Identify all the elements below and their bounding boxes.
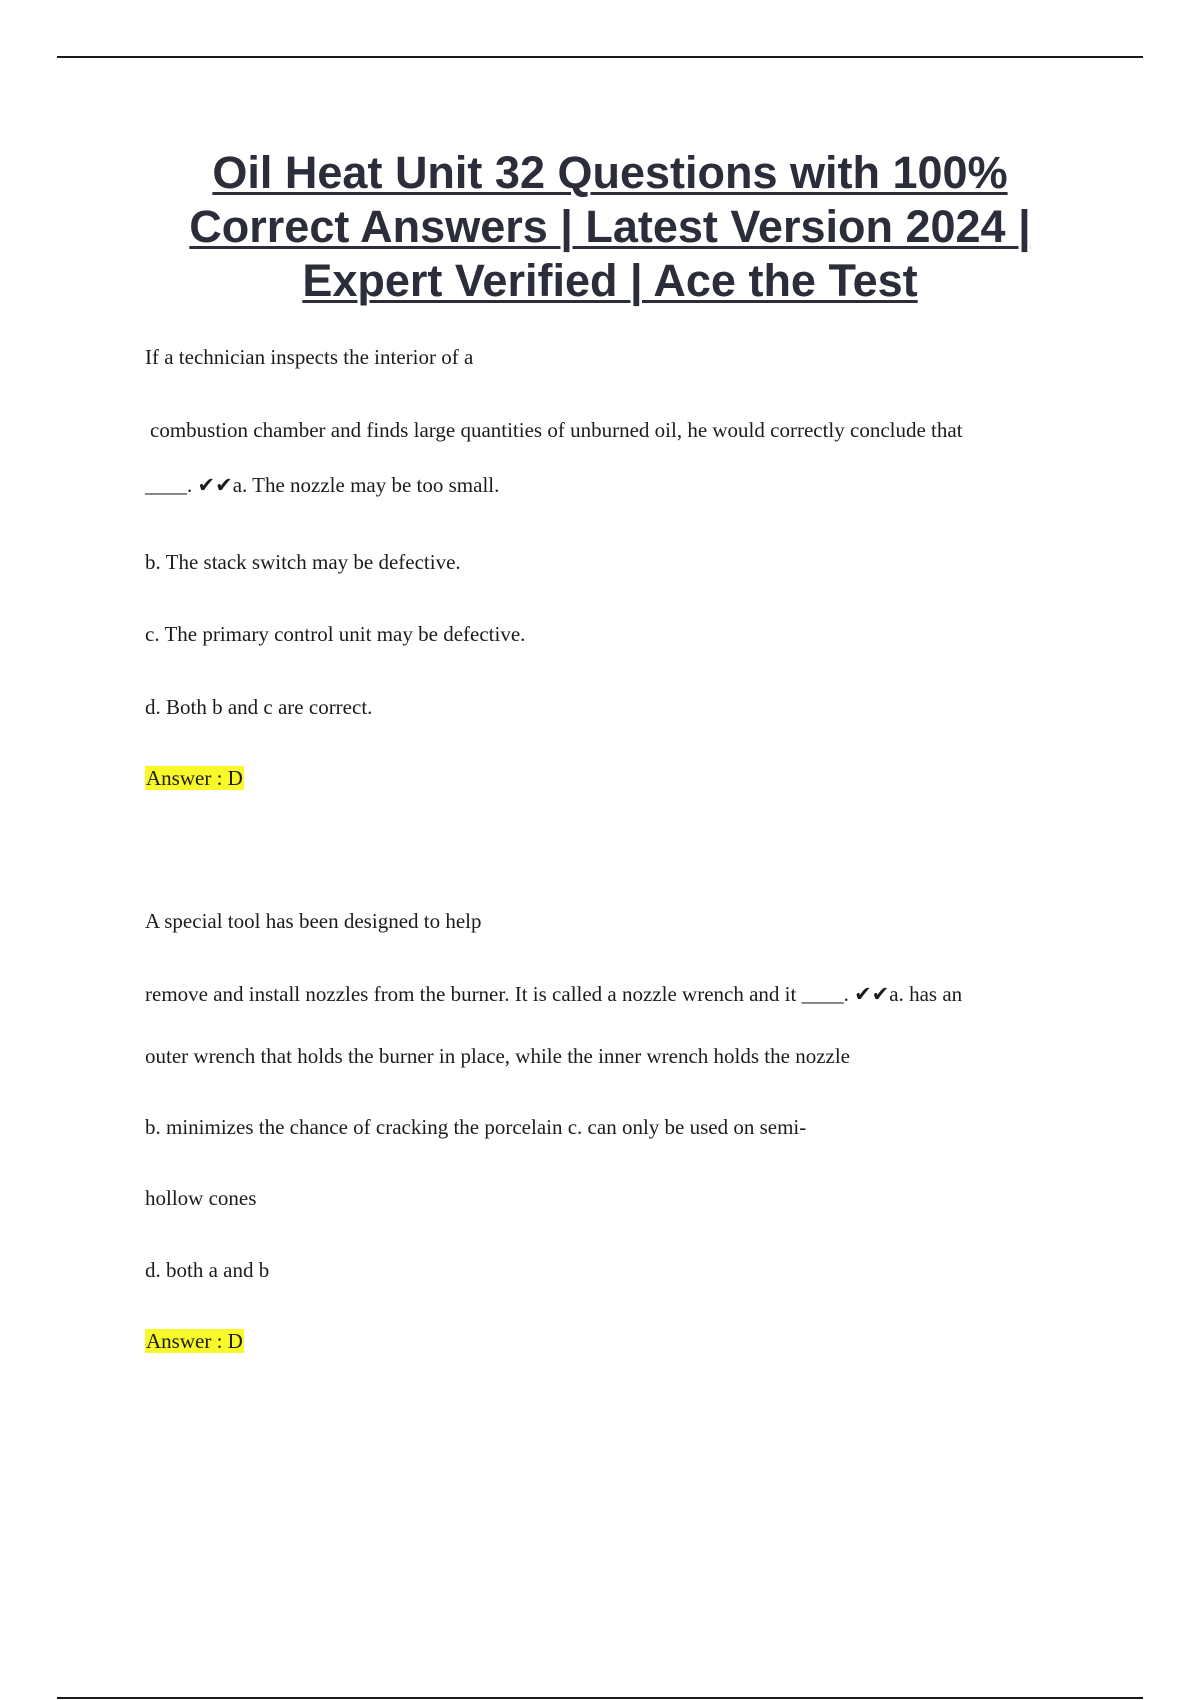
- question-text: If a technician inspects the interior of a: [145, 345, 474, 369]
- document-title: [60, 146, 1160, 308]
- title-line: Correct Answers | Latest Version 2024 |: [189, 201, 1031, 252]
- question-text: outer wrench that holds the burner in place, while the inner wrench holds the nozzle: [145, 1044, 851, 1068]
- answer-option: c. The primary control unit may be defective.: [145, 622, 526, 646]
- question-text: remove and install nozzles from the burner. It is called a nozzle wrench and it ____. ✔✔a. has an: [145, 982, 963, 1006]
- answer-option: b. minimizes the chance of cracking the porcelain c. can only be used on semi-: [145, 1115, 807, 1139]
- answer-option: b. The stack switch may be defective.: [145, 550, 461, 574]
- title-line: Expert Verified | Ace the Test: [302, 255, 918, 306]
- answer-highlight: Answer : D: [146, 1329, 243, 1353]
- title-line: Oil Heat Unit 32 Questions with 100%: [212, 147, 1008, 198]
- bottom-rule: [57, 1697, 1143, 1699]
- answer-highlight: Answer : D: [146, 766, 243, 790]
- answer-key: [145, 765, 244, 791]
- answer-option: d. Both b and c are correct.: [145, 695, 373, 719]
- answer-option: d. both a and b: [145, 1258, 270, 1282]
- question-text: ____. ✔✔a. The nozzle may be too small.: [145, 473, 500, 497]
- question-text: A special tool has been designed to help: [145, 909, 482, 933]
- question-text: combustion chamber and finds large quantities of unburned oil, he would correctly conclude that: [150, 418, 963, 442]
- answer-option: hollow cones: [145, 1186, 257, 1210]
- answer-key: [145, 1328, 244, 1354]
- top-rule: [57, 56, 1143, 58]
